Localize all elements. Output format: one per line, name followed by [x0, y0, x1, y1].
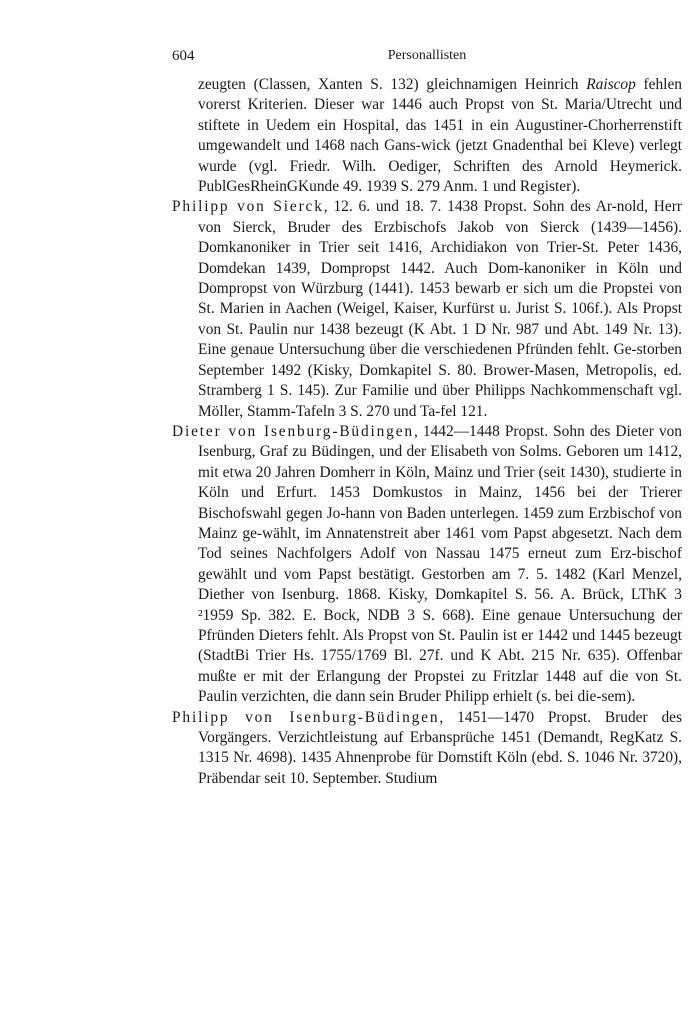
entry-text: , 1442—1448 Propst. Sohn des Dieter von Isenburg, Graf zu Büdingen, und der Elisabeth von Solms. Geboren um 1412, mit etwa 20 Jahren Domherr in Köln, Mainz und Trier (seit 1430), studierte in Köln und Erfurt. 1453 Domkustos in Mainz, 1456 bei der Trierer Bischofswahl gegen Jo-hann von Baden unterlegen. 1459 zum Erzbischof von Mainz ge-wählt, im Annatenstreit aber 1461 vom Papst abgesetzt. Nach dem Tod seines Nachfolgers Adolf von Nassau 1475 erneut zum Erz-bischof gewählt und vom Papst bestätigt. Gestorben am 7. 5. 1482 (Karl Menzel, Diether von Isenburg. 1868. Kisky, Domkapitel S. 56. A. Brück, LThK 3 ²1959 Sp. 382. E. Bock, NDB 3 S. 668). Eine genaue Untersuchung der Pfründen Dieters fehlt. Als Propst von St. Paulin ist er 1442 und 1445 bezeugt (StadtBi Trier Hs. 1755/1769 Bl. 27f. und K Abt. 215 Nr. 635). Offenbar mußte er mit der Erlangung der Propstei zu Fritzlar 1448 auf die von St. Paulin verzichten, die dann sein Bruder Philipp erhielt (s. bei die-sem). [198, 422, 682, 706]
page-body [172, 75, 682, 789]
entry-text: , 12. 6. und 18. 7. 1438 Propst. Sohn des Ar-nold, Herr von Sierck, Bruder des Erzbischofs Jakob von Sierck (1439—1456). Domkanoniker in Trier seit 1416, Archidiakon von Trier-St. Peter 1436, Domdekan 1439, Dompropst 1442. Auch Dom-kanoniker in Köln und Dompropst von Würzburg (1441). 1453 bewarb er sich um die Propstei von St. Marien in Aachen (Weigel, Kaiser, Kurfürst u. Jurist S. 106f.). Als Propst von St. Paulin nur 1438 bezeugt (K Abt. 1 D Nr. 987 und Abt. 149 Nr. 13). Eine genaue Untersuchung über die verschiedenen Pfründen fehlt. Ge-storben September 1492 (Kisky, Domkapitel S. 80. Brower-Masen, Metropolis, ed. Stramberg 1 S. 145). Zur Familie und über Philipps Nachkommenschaft vgl. Möller, Stamm-Tafeln 3 S. 270 und Ta-fel 121. [198, 198, 682, 420]
entry-dieter-von-isenburg [172, 422, 682, 708]
continuation-text-rest: fehlen vorerst Kriterien. Dieser war 1446 auch Propst von St. Maria/Utrecht und stiftete in Uedem ein Hospital, das 1451 in ein Augustiner-Chorherrenstift umgewandelt und 1468 nach Gans-wick (jetzt Gnadenthal bei Kleve) verlegt wurde (vgl. Friedr. Wilh. Oediger, Schriften des Arnold Heymerick. PublGesRheinGKunde 49. 1939 S. 279 Anm. 1 und Register). [198, 76, 682, 196]
continuation-paragraph [172, 75, 682, 197]
page-number: 604 [172, 48, 195, 64]
italic-name: Raiscop [586, 76, 636, 93]
entry-text: , 1451—1470 Propst. Bruder des Vorgängers. Verzichtleistung auf Erbansprüche 1451 (Demandt, RegKatz S. 1315 Nr. 4698). 1435 Ahnenprobe für Domstift Köln (ebd. S. 1046 Nr. 3720), Präbendar seit 10. September. Studium [198, 708, 682, 787]
entry-philipp-von-isenburg [172, 708, 682, 790]
entry-name: Philipp von Sierck [172, 198, 324, 216]
entry-philipp-von-sierck [172, 197, 682, 421]
continuation-text-start: zeugten (Classen, Xanten S. 132) gleichnamigen Heinrich [198, 76, 587, 93]
entry-name: Philipp von Isenburg-Büdingen [172, 708, 440, 726]
entry-name: Dieter von Isenburg-Büdingen [172, 422, 414, 440]
running-title: Personallisten [387, 48, 467, 63]
page-header [172, 48, 682, 70]
